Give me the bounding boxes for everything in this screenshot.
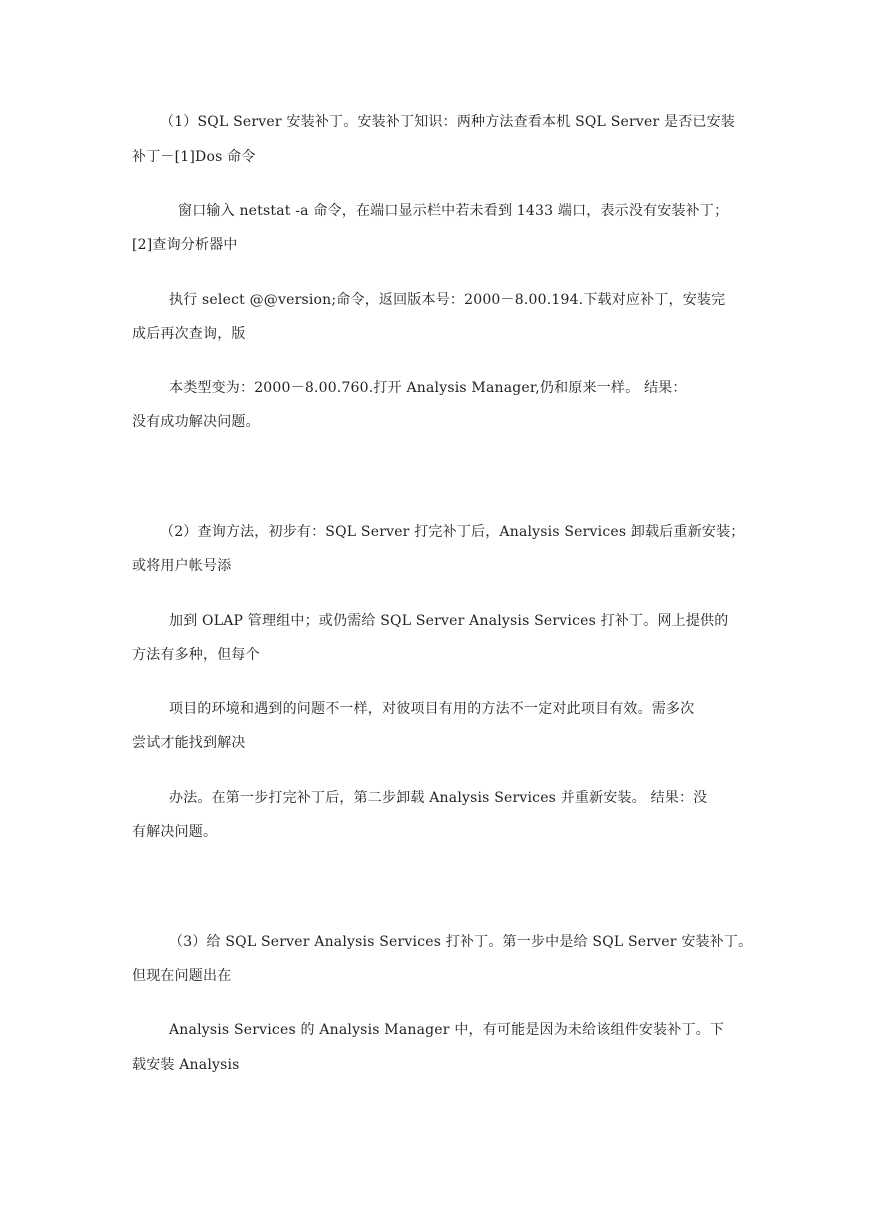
paragraph-2-line-5: 项目的环境和遇到的问题不一样，对彼项目有用的方法不一定对此项目有效。需多次 — [169, 701, 695, 717]
paragraph-2-line-7: 办法。在第一步打完补丁后，第二步卸载 Analysis Services 并重新安装。 结果：没 — [169, 790, 708, 806]
paragraph-3-line-4: 载安装 Analysis — [132, 1057, 240, 1073]
paragraph-1-line-8: 没有成功解决问题。 — [132, 414, 260, 430]
paragraph-2-line-1: （2）查询方法，初步有：SQL Server 打完补丁后，Analysis Services 卸载后重新安装； — [160, 524, 745, 540]
paragraph-1-line-5: 执行 select @@version;命令，返回版本号：2000－8.00.194.下载对应补丁，安装完 — [169, 292, 726, 308]
paragraph-2-line-2: 或将用户帐号添 — [132, 558, 232, 574]
paragraph-1-line-6: 成后再次查询，版 — [132, 326, 246, 342]
paragraph-3-line-2: 但现在问题出在 — [132, 968, 232, 984]
paragraph-2-line-3: 加到 OLAP 管理组中；或仍需给 SQL Server Analysis Services 打补丁。网上提供的 — [169, 613, 729, 629]
paragraph-1-line-3: 窗口输入 netstat -a 命令，在端口显示栏中若未看到 1433 端口，表示没有安装补丁； — [178, 203, 729, 219]
paragraph-1-line-7: 本类型变为：2000－8.00.760.打开 Analysis Manager,仍和原来一样。 结果： — [169, 380, 687, 396]
paragraph-1-line-4: [2]查询分析器中 — [132, 237, 238, 253]
paragraph-2-line-4: 方法有多种，但每个 — [132, 647, 260, 663]
paragraph-2-line-6: 尝试才能找到解决 — [132, 735, 246, 751]
paragraph-3-line-3: Analysis Services 的 Analysis Manager 中，有可能是因为未给该组件安装补丁。下 — [169, 1022, 725, 1038]
paragraph-2-line-8: 有解决问题。 — [132, 824, 218, 840]
paragraph-1-line-1: （1）SQL Server 安装补丁。安装补丁知识：两种方法查看本机 SQL Server 是否已安装 — [160, 114, 735, 130]
paragraph-1-line-2: 补丁－[1]Dos 命令 — [132, 149, 256, 165]
paragraph-3-line-1: （3）给 SQL Server Analysis Services 打补丁。第一步中是给 SQL Server 安装补丁。 — [169, 934, 753, 950]
